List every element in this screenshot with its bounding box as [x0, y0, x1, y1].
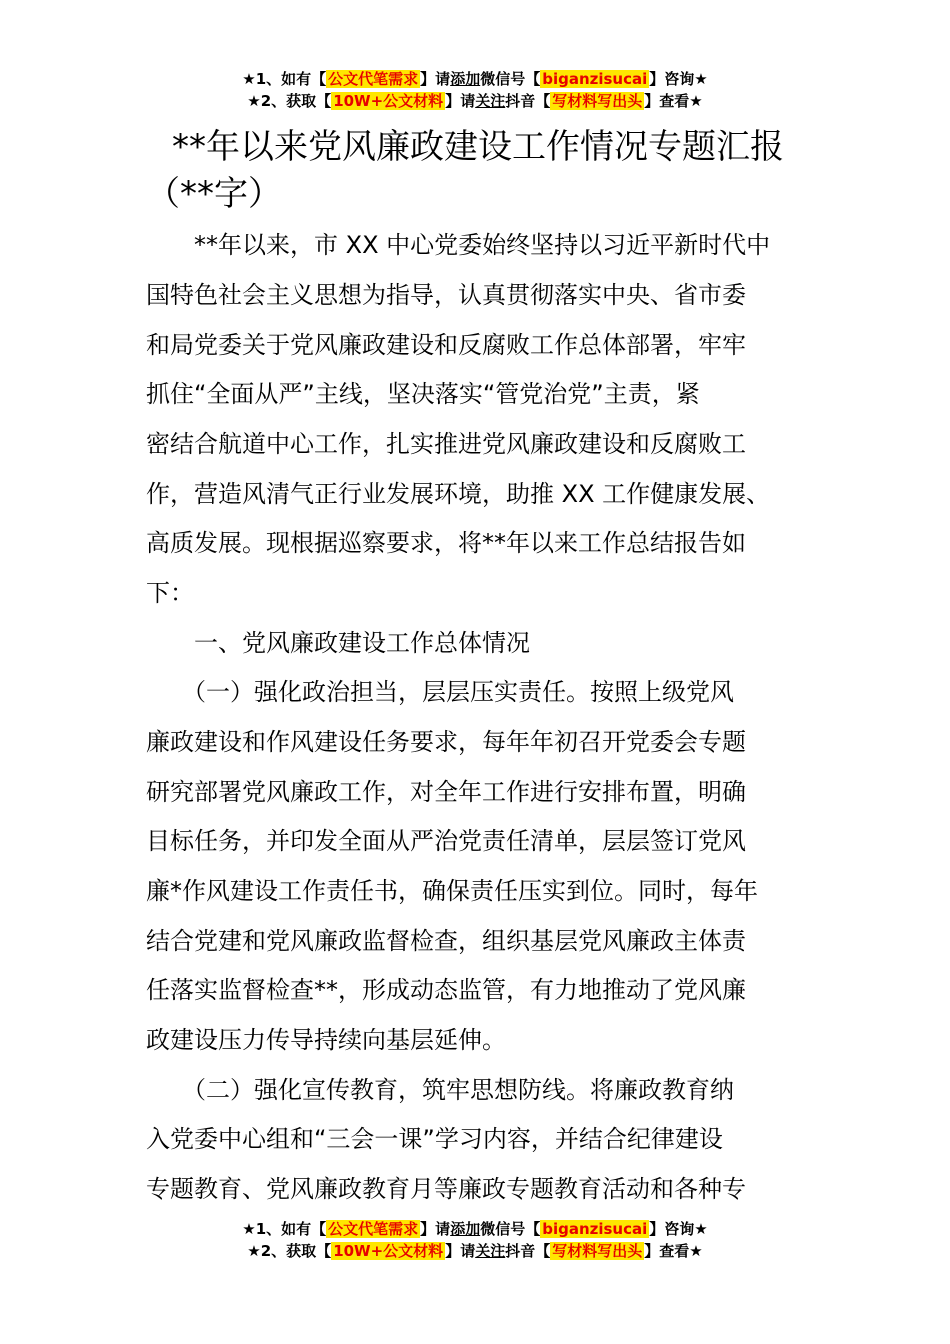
promo-banner-bottom [0, 1218, 950, 1262]
body-line: 政建设压力传导持续向基层延伸。 [146, 1026, 506, 1054]
body-line: 廉*作风建设工作责任书，确保责任压实到位。同时，每年 [146, 877, 758, 905]
body-line: 高质发展。现根据巡察要求，将**年以来工作总结报告如 [146, 529, 746, 557]
promo-line-1: ★1、如有【 公文代笔需求 】请添加微信号【 biganzisucai 】咨询★ [242, 1220, 708, 1238]
promo-line-1: ★1、如有【 公文代笔需求 】请添加微信号【 biganzisucai 】咨询★ [242, 70, 708, 88]
promo-line-2: ★2、获取【 10W+公文材料 】请关注抖音【 写材料写出头 】查看★ [247, 1242, 703, 1260]
body-line: 和局党委关于党风廉政建设和反腐败工作总体部署，牢牢 [146, 331, 746, 359]
body-line: （一）强化政治担当，层层压实责任。按照上级党风 [146, 678, 734, 706]
body-line: 目标任务，并印发全面从严治党责任清单，层层签订党风 [146, 827, 746, 855]
promo-line-2: ★2、获取【 10W+公文材料 】请关注抖音【 写材料写出头 】查看★ [247, 92, 703, 110]
body-line: 任落实监督检查**，形成动态监管，有力地推动了党风廉 [146, 976, 746, 1004]
body-line: **年以来，市 XX 中心党委始终坚持以习近平新时代中 [146, 231, 771, 259]
highlight: 10W+公文材料 [333, 1242, 444, 1260]
highlight: 公文代笔需求 [328, 70, 419, 88]
body-line: 入党委中心组和“三会一课”学习内容，并结合纪律建设 [146, 1125, 723, 1153]
body-line: 抓住“全面从严”主线，坚决落实“管党治党”主责，紧 [146, 380, 700, 408]
promo-banner-top [0, 68, 950, 112]
body-line: 密结合航道中心工作，扎实推进党风廉政建设和反腐败工 [146, 430, 746, 458]
body-line: 国特色社会主义思想为指导，认真贯彻落实中央、省市委 [146, 281, 746, 309]
wechat-id: biganzisucai [542, 70, 648, 88]
body-line: 结合党建和党风廉政监督检查，组织基层党风廉政主体责 [146, 927, 746, 955]
wechat-id: biganzisucai [542, 1220, 648, 1238]
douyin-name: 写材料写出头 [552, 92, 643, 110]
document-title: **年以来党风廉政建设工作情况专题汇报 [172, 127, 784, 167]
body-line: 下： [146, 579, 194, 607]
highlight: 公文代笔需求 [328, 1220, 419, 1238]
douyin-name: 写材料写出头 [552, 1242, 643, 1260]
body-line: 廉政建设和作风建设任务要求，每年年初召开党委会专题 [146, 728, 746, 756]
body-line: 研究部署党风廉政工作，对全年工作进行安排布置，明确 [146, 778, 746, 806]
highlight: 10W+公文材料 [333, 92, 444, 110]
section-heading: 一、党风廉政建设工作总体情况 [146, 629, 530, 657]
document-title-wordcount: （**字） [146, 174, 282, 214]
body-line: 作，营造风清气正行业发展环境，助推 XX 工作健康发展、 [146, 480, 771, 508]
body-line: （二）强化宣传教育，筑牢思想防线。将廉政教育纳 [146, 1076, 734, 1104]
body-line: 专题教育、党风廉政教育月等廉政专题教育活动和各种专 [146, 1175, 746, 1203]
